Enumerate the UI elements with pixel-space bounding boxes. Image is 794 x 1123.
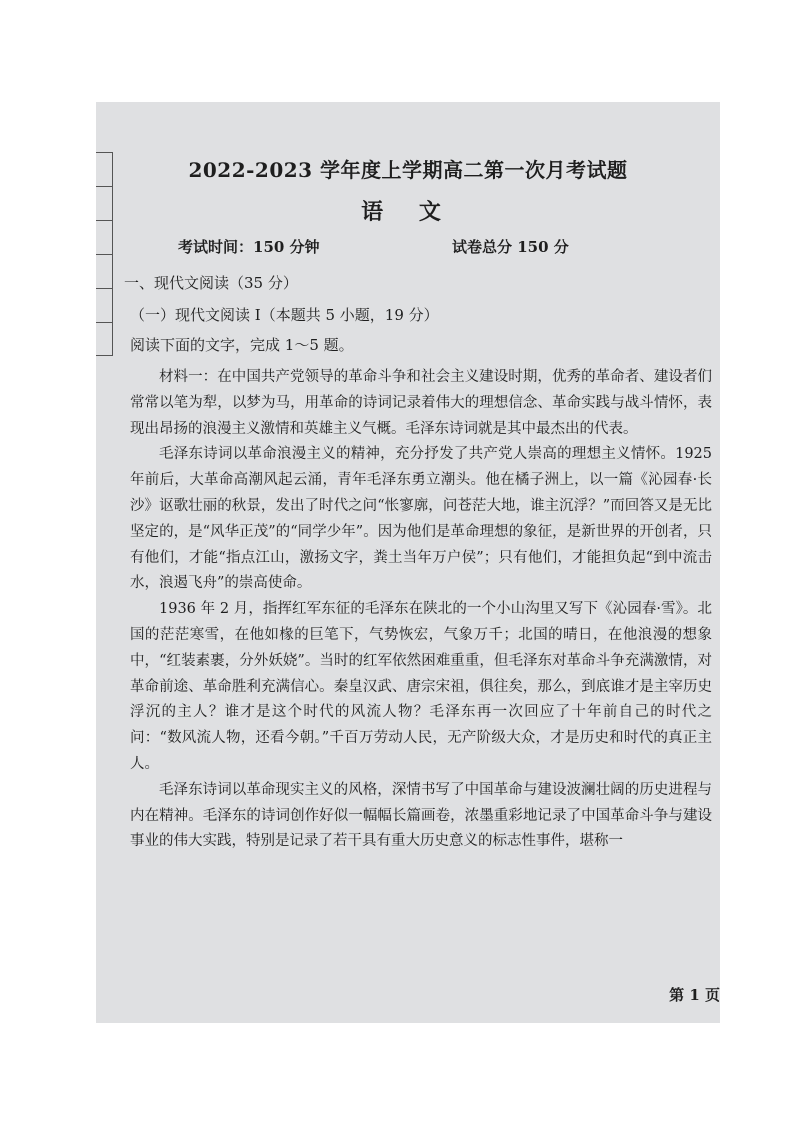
- section-heading: 一、现代文阅读（35 分）: [124, 274, 298, 292]
- exam-time: 考试时间：150 分钟: [178, 238, 320, 256]
- subject-heading: 语 文: [361, 199, 455, 225]
- binding-box: [96, 289, 112, 323]
- exam-title: 2022-2023 学年度上学期高二第一次月考试题: [188, 158, 628, 182]
- binding-box: [96, 255, 112, 289]
- binding-box: [96, 221, 112, 255]
- reading-passage: [130, 365, 712, 855]
- passage-paragraph: 毛泽东诗词以革命浪漫主义的精神，充分抒发了共产党人崇高的理想主义情怀。1925 年前后，大革命高潮风起云涌，青年毛泽东勇立潮头。他在橘子洲上，以一篇《沁园春·长沙》讴歌壮丽的秋景，发出了时代之问“怅寥廓，问苍茫大地，谁主沉浮？”而回答又是无比坚定的，是“风华正茂”的“同学少年”。因为他们是革命理想的象征，是新世界的开创者，只有他们，才能“指点江山，激扬文字，粪土当年万户侯”；只有他们，才能担负起“到中流击水，浪遏飞舟”的崇高使命。: [130, 446, 712, 592]
- passage-paragraph: 材料一：在中国共产党领导的革命斗争和社会主义建设时期，优秀的革命者、建设者们常常以笔为犁，以梦为马，用革命的诗词记录着伟大的理想信念、革命实践与战斗情怀，表现出昂扬的浪漫主义激情和英雄主义气概。毛泽东诗词就是其中最杰出的代表。: [130, 369, 712, 437]
- subsection-heading: （一）现代文阅读 I（本题共 5 小题，19 分）: [130, 306, 439, 324]
- total-score: 试卷总分 150 分: [452, 238, 569, 256]
- binding-box: [96, 323, 112, 356]
- page-number: 第 1 页: [669, 986, 720, 1004]
- passage-paragraph: 毛泽东诗词以革命现实主义的风格，深情书写了中国革命与建设波澜壮阔的历史进程与内在精神。毛泽东的诗词创作好似一幅幅长篇画卷，浓墨重彩地记录了中国革命斗争与建设事业的伟大实践，特别是记录了若干具有重大历史意义的标志性事件，堪称一: [130, 781, 712, 850]
- passage-paragraph: 1936 年 2 月，指挥红军东征的毛泽东在陕北的一个小山沟里又写下《沁园春·雪》。北国的茫茫寒雪，在他如椽的巨笔下，气势恢宏，气象万千；北国的晴日，在他浪漫的想象中，“红装素裹，分外妖娆”。当时的红军依然困难重重，但毛泽东对革命斗争充满激情，对革命前途、革命胜利充满信心。秦皇汉武、唐宗宋祖，俱往矣，那么，到底谁才是主宰历史浮沉的主人？谁才是这个时代的风流人物？毛泽东再一次回应了十年前自己的时代之问：“数风流人物，还看今朝。”千百万劳动人民，无产阶级大众，才是历史和时代的真正主人。: [130, 601, 712, 772]
- exam-paper-sheet: [96, 102, 720, 1023]
- reading-instruction: 阅读下面的文字，完成 1～5 题。: [130, 336, 354, 354]
